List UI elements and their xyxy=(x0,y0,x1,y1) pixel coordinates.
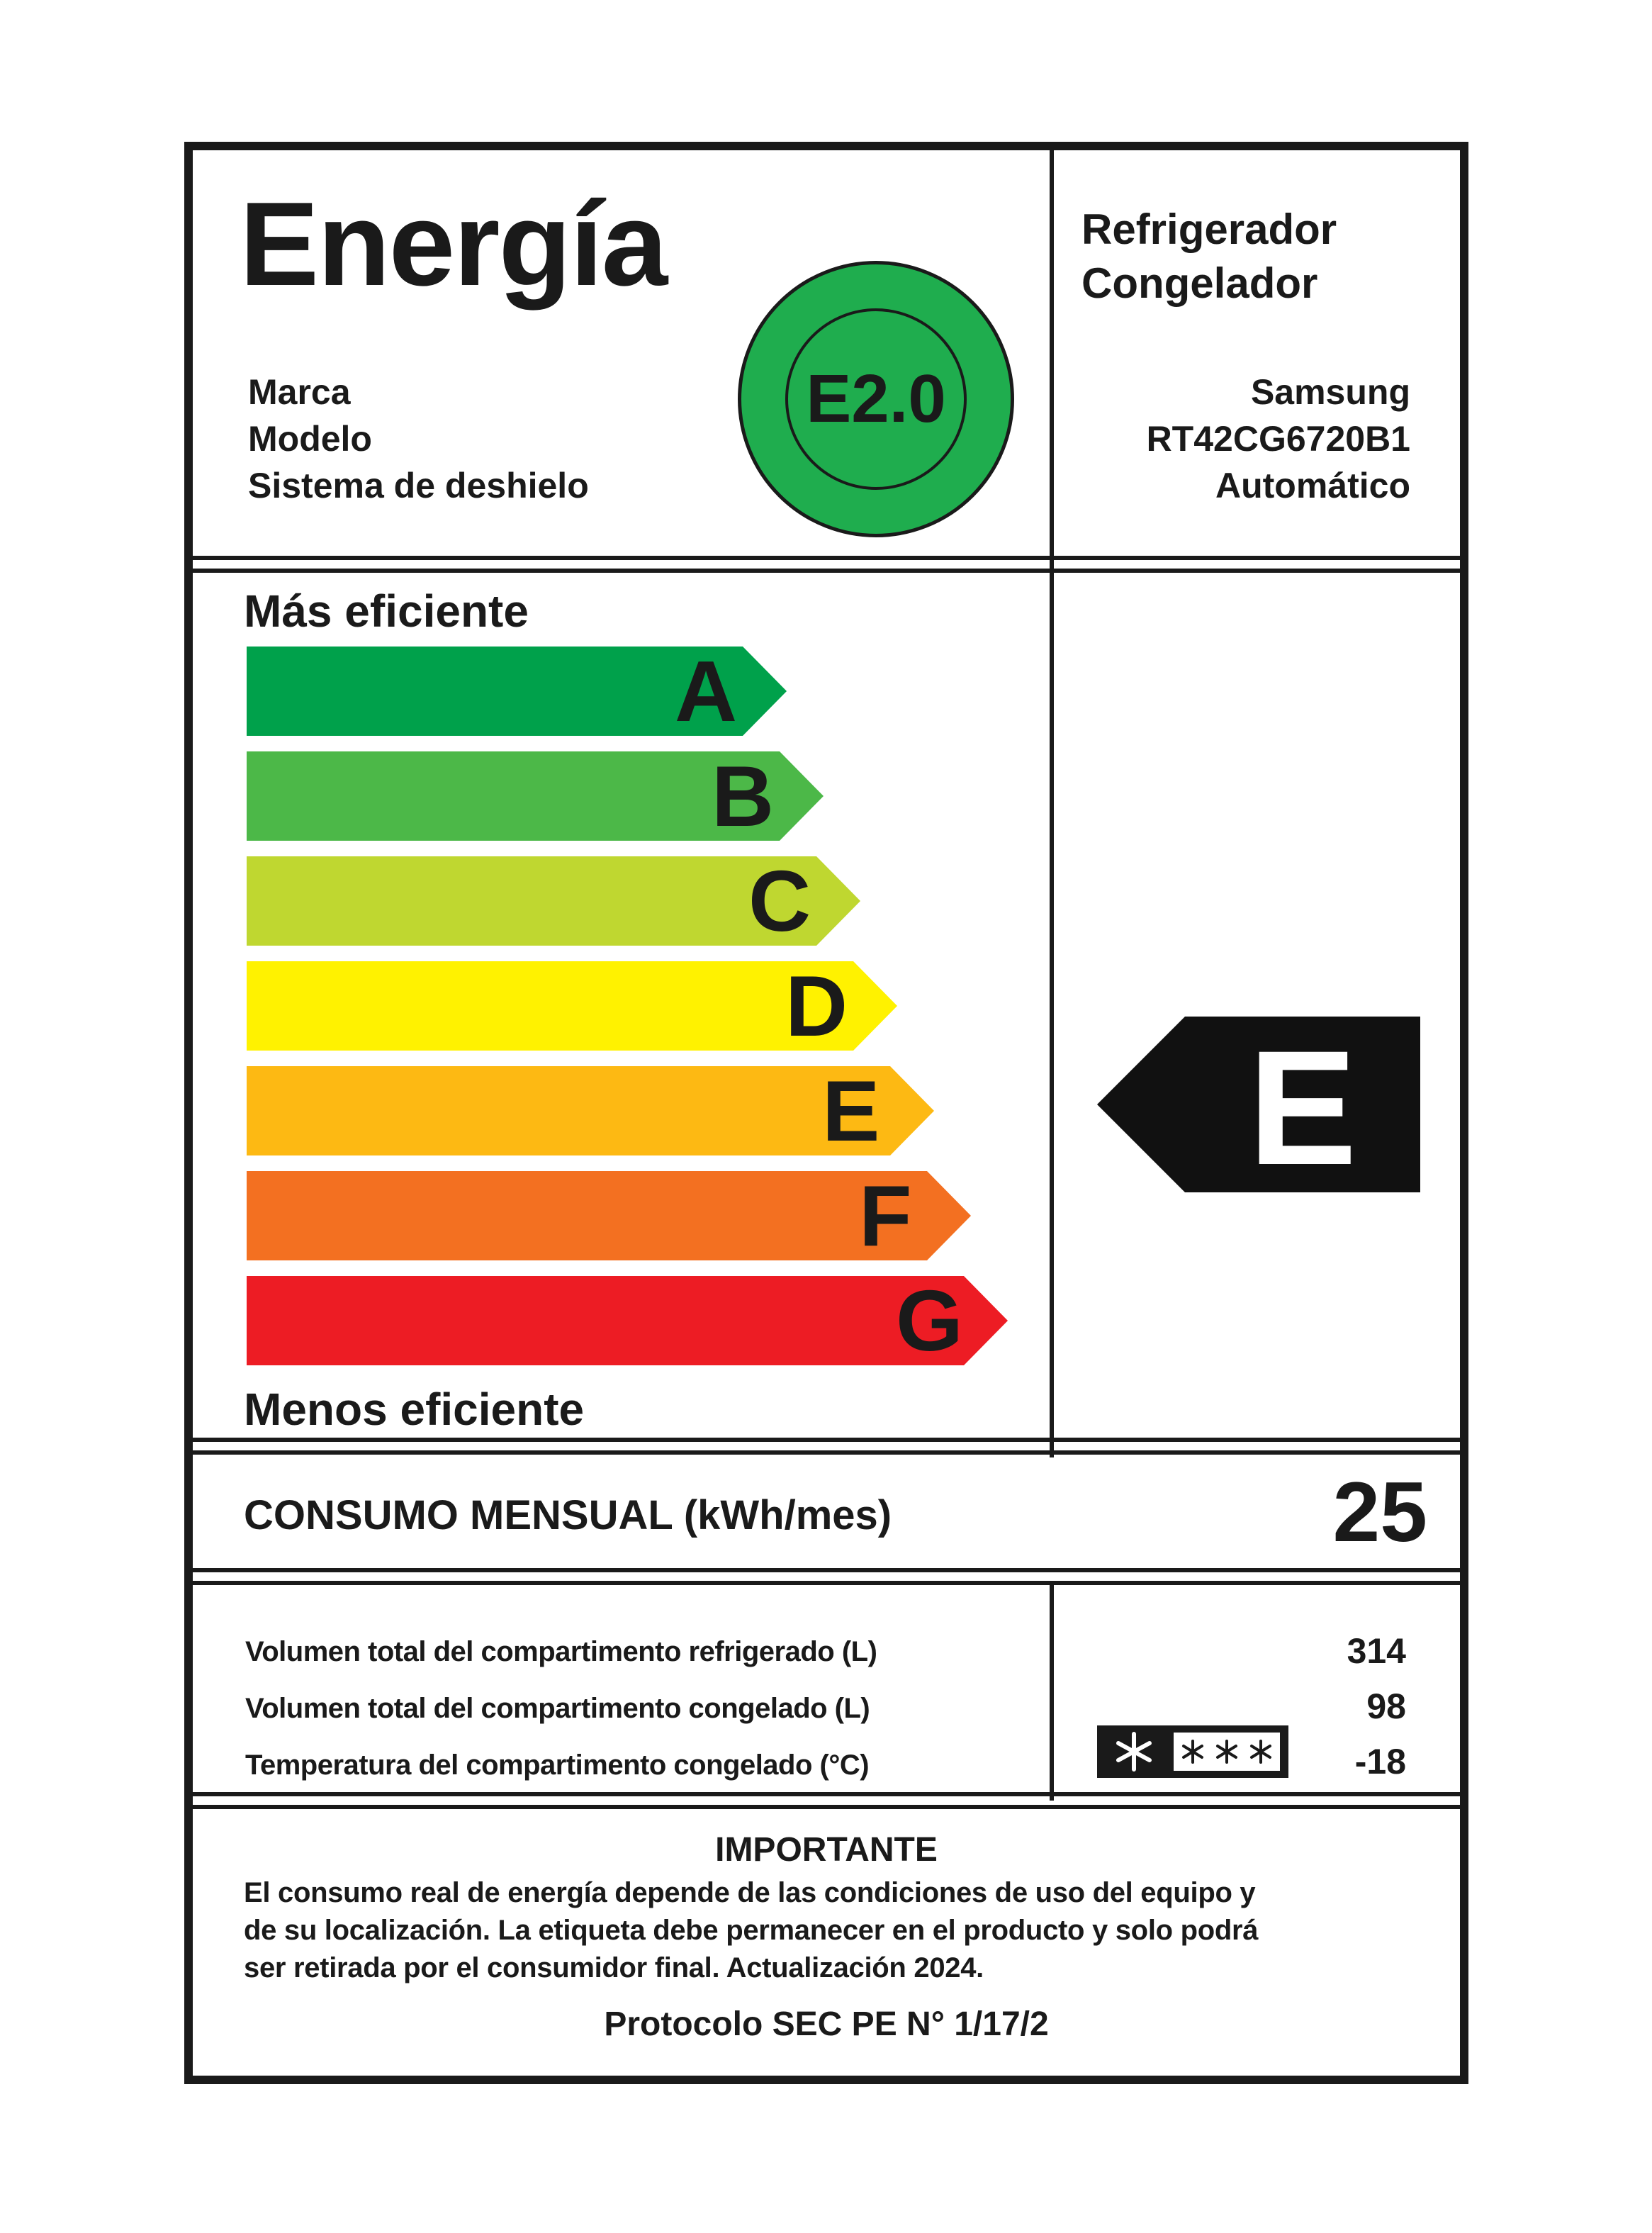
freezer-temp-label: Temperatura del compartimento congelado (°C) xyxy=(245,1750,870,1781)
efficiency-class-letter: D xyxy=(785,958,848,1054)
scale-bottom-label: Menos eficiente xyxy=(244,1384,585,1435)
divider-volumes xyxy=(184,1792,1468,1809)
scale-top-label: Más eficiente xyxy=(244,586,529,637)
product-type-line2: Congelador xyxy=(1081,259,1318,307)
divider-scale xyxy=(184,1438,1468,1455)
consumption-value: 25 xyxy=(1332,1465,1427,1560)
notice-heading: IMPORTANTE xyxy=(715,1831,938,1869)
brand-value: Samsung xyxy=(1250,372,1410,412)
freezer-volume-label: Volumen total del compartimento congelado (L) xyxy=(245,1693,870,1724)
efficiency-class-letter: E xyxy=(822,1063,880,1159)
notice-line2: de su localización. La etiqueta debe permanecer en el producto y solo podrá xyxy=(244,1915,1259,1946)
volume-values xyxy=(1304,1623,1406,1789)
rating-arrow xyxy=(1097,1017,1420,1199)
model-label: Modelo xyxy=(248,419,372,459)
efficiency-badge-text: E2.0 xyxy=(806,361,946,437)
efficiency-class-b xyxy=(247,748,824,844)
efficiency-class-letter: B xyxy=(712,748,775,844)
defrost-value: Automático xyxy=(1215,466,1410,505)
efficiency-badge xyxy=(738,261,1014,537)
efficiency-class-a xyxy=(247,643,787,739)
protocol-text: Protocolo SEC PE N° 1/17/2 xyxy=(604,2005,1049,2043)
efficiency-class-letter: A xyxy=(675,643,738,739)
defrost-label: Sistema de deshielo xyxy=(248,466,589,505)
divider-vertical-top xyxy=(1050,146,1054,1457)
efficiency-class-e xyxy=(247,1063,934,1159)
brand-label: Marca xyxy=(248,372,351,412)
efficiency-class-c xyxy=(247,853,860,949)
label-title: Energía xyxy=(240,177,667,310)
efficiency-class-letter: F xyxy=(859,1168,912,1264)
efficiency-class-f xyxy=(247,1168,971,1264)
fridge-volume-value: 314 xyxy=(1347,1631,1406,1671)
efficiency-class-g xyxy=(247,1272,1008,1369)
divider-header xyxy=(184,556,1468,573)
divider-vertical-volumes xyxy=(1050,1581,1054,1801)
spec-labels xyxy=(248,369,589,509)
fridge-volume-label: Volumen total del compartimento refrigerado (L) xyxy=(245,1636,877,1667)
notice-body xyxy=(244,1874,1258,1987)
product-type xyxy=(1081,203,1337,310)
rating-letter: E xyxy=(1248,1017,1357,1199)
consumption-label: CONSUMO MENSUAL (kWh/mes) xyxy=(244,1492,892,1538)
volume-labels xyxy=(245,1623,877,1793)
freezer-volume-value: 98 xyxy=(1366,1686,1406,1726)
efficiency-class-arrow xyxy=(247,1272,1008,1369)
divider-consumption xyxy=(184,1568,1468,1585)
spec-values xyxy=(1063,369,1410,509)
freezer-star-rating xyxy=(1097,1725,1288,1778)
snowflake-star-icon xyxy=(1097,1725,1288,1778)
efficiency-class-letter: C xyxy=(748,853,811,949)
product-type-line1: Refrigerador xyxy=(1081,206,1337,253)
model-value: RT42CG6720B1 xyxy=(1146,419,1410,459)
freezer-temp-value: -18 xyxy=(1354,1742,1406,1781)
efficiency-badge-inner xyxy=(785,308,967,490)
efficiency-class-d xyxy=(247,958,897,1054)
efficiency-class-letter: G xyxy=(896,1272,963,1369)
notice-line1: El consumo real de energía depende de las condiciones de uso del equipo y xyxy=(244,1877,1256,1908)
notice-line3: ser retirada por el consumidor final. Actualización 2024. xyxy=(244,1952,984,1983)
